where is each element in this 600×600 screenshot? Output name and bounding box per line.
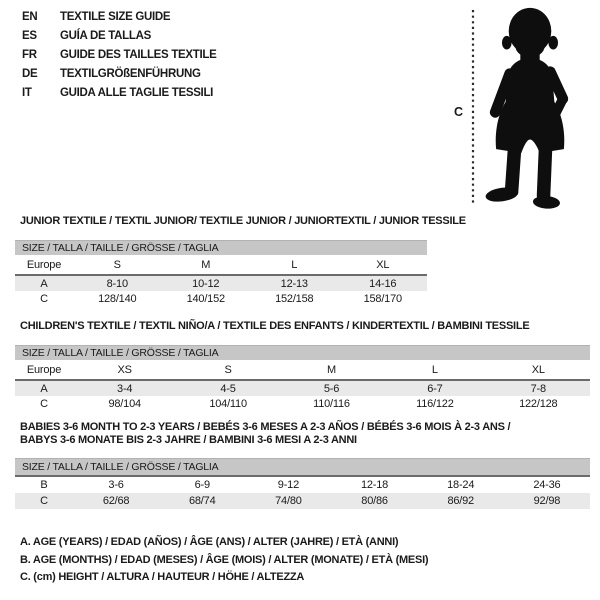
language-code: EN (22, 11, 38, 23)
row-label-cell: C (40, 495, 48, 507)
value-cell: 18-24 (447, 479, 475, 491)
value-cell: 140/152 (186, 292, 225, 305)
footnotes (20, 534, 428, 587)
column-header-row (15, 255, 427, 275)
childrens-size-table (15, 345, 590, 411)
language-title: GUÍA DE TALLAS (60, 30, 151, 42)
size-header-row (15, 346, 590, 361)
table-row (15, 493, 590, 509)
table-title: JUNIOR TEXTILE / TEXTIL JUNIOR/ TEXTILE JUNIOR / JUNIORTEXTIL / JUNIOR TESSILE (20, 215, 466, 227)
column-header-cell: S (113, 258, 121, 271)
junior-size-table (15, 240, 427, 306)
column-header-cell: L (291, 258, 298, 271)
childrens-textile-section (15, 320, 590, 411)
language-row (22, 46, 217, 65)
row-label-cell: A (40, 382, 48, 395)
language-list (22, 8, 217, 103)
row-label-cell: A (40, 277, 48, 290)
row-label-cell: C (40, 292, 48, 305)
language-row (22, 65, 217, 84)
table-row (15, 291, 427, 306)
value-cell: 9-12 (277, 479, 299, 491)
language-title: GUIDA ALLE TAGLIE TESSILI (60, 87, 214, 99)
value-cell: 152/158 (275, 292, 314, 305)
value-cell: 110/116 (313, 397, 350, 410)
region-header-cell: Europe (26, 363, 62, 376)
value-cell: 74/80 (275, 495, 302, 507)
value-cell: 158/170 (363, 292, 402, 305)
value-cell: 5-6 (323, 382, 340, 395)
column-header-cell: XL (376, 258, 390, 271)
value-cell: 6-9 (194, 479, 210, 491)
value-cell: 122/128 (519, 397, 558, 410)
column-header-cell: S (224, 363, 232, 376)
table-title: CHILDREN'S TEXTILE / TEXTIL NIÑO/A / TEXTILE DES ENFANTS / KINDERTEXTIL / BAMBINI TESSILE (20, 320, 530, 332)
value-cell: 3-4 (117, 382, 133, 395)
table-row (15, 476, 590, 493)
column-header-cell: XS (117, 363, 132, 376)
row-label-cell: B (40, 479, 48, 491)
language-code: FR (22, 49, 37, 61)
region-header-cell: Europe (26, 258, 62, 271)
value-cell: 10-12 (192, 277, 220, 290)
value-cell: 62/68 (102, 495, 130, 507)
footnote-line-a: A. AGE (YEARS) / EDAD (AÑOS) / ÂGE (ANS) / ALTER (JAHRE) / ETÀ (ANNI) (20, 536, 399, 548)
table-row (15, 396, 590, 411)
height-measure-line (471, 8, 475, 208)
value-cell: 6-7 (427, 382, 443, 395)
value-cell: 24-36 (533, 479, 561, 491)
language-code: DE (22, 68, 38, 80)
size-header-row (15, 459, 590, 477)
table-title-line: BABYS 3-6 MONATE BIS 2-3 JAHRE / BAMBINI 3-6 MESI A 2-3 ANNI (20, 434, 357, 446)
column-header-cell: L (431, 363, 438, 376)
language-row (22, 27, 217, 46)
junior-textile-section (15, 215, 466, 306)
value-cell: 7-8 (530, 382, 546, 395)
table-row (15, 380, 590, 396)
language-code: IT (22, 87, 32, 99)
size-header-cell: SIZE / TALLA / TAILLE / GRÖSSE / TAGLIA (15, 241, 427, 256)
value-cell: 8-10 (106, 277, 128, 290)
language-row (22, 8, 217, 27)
column-header-row (15, 360, 590, 380)
value-cell: 128/140 (98, 292, 137, 305)
value-cell: 14-16 (369, 277, 397, 290)
size-header-cell: SIZE / TALLA / TAILLE / GRÖSSE / TAGLIA (15, 459, 590, 477)
row-label-cell: C (40, 397, 48, 410)
size-header-row (15, 241, 427, 256)
size-header-cell: SIZE / TALLA / TAILLE / GRÖSSE / TAGLIA (15, 346, 590, 361)
baby-silhouette-icon (481, 4, 579, 212)
language-code: ES (22, 30, 37, 42)
value-cell: 68/74 (188, 495, 216, 507)
column-header-cell: M (326, 363, 336, 376)
language-title: TEXTILE SIZE GUIDE (60, 11, 171, 23)
value-cell: 3-6 (108, 479, 124, 491)
value-cell: 12-18 (360, 479, 389, 491)
value-cell: 4-5 (220, 382, 236, 395)
value-cell: 86/92 (447, 495, 474, 507)
table-title-line: BABIES 3-6 MONTH TO 2-3 YEARS / BEBÉS 3-6 MESES A 2-3 AÑOS / BÉBÉS 3-6 MOIS À 2-3 ANS / (20, 421, 511, 433)
value-cell: 80/86 (361, 495, 388, 507)
language-title: GUIDE DES TAILLES TEXTILE (60, 49, 217, 61)
value-cell: 92/98 (533, 495, 561, 507)
table-row (15, 275, 427, 291)
value-cell: 116/122 (416, 397, 454, 410)
footnote-line-b: B. AGE (MONTHS) / EDAD (MESES) / ÂGE (MOIS) / ALTER (MONATE) / ETÀ (MESI) (20, 553, 429, 566)
height-label-c: C (454, 105, 464, 119)
babies-size-table (15, 458, 590, 509)
column-header-cell: XL (531, 363, 545, 376)
column-header-cell: M (201, 258, 211, 271)
footnote-line-c: C. (cm) HEIGHT / ALTURA / HAUTEUR / HÖHE / ALTEZZA (20, 571, 305, 583)
language-row (22, 84, 217, 103)
value-cell: 98/104 (108, 397, 141, 410)
value-cell: 104/110 (209, 397, 247, 410)
babies-textile-section (15, 421, 590, 509)
value-cell: 12-13 (280, 277, 308, 290)
language-title: TEXTILGRÖßENFÜHRUNG (60, 68, 201, 80)
